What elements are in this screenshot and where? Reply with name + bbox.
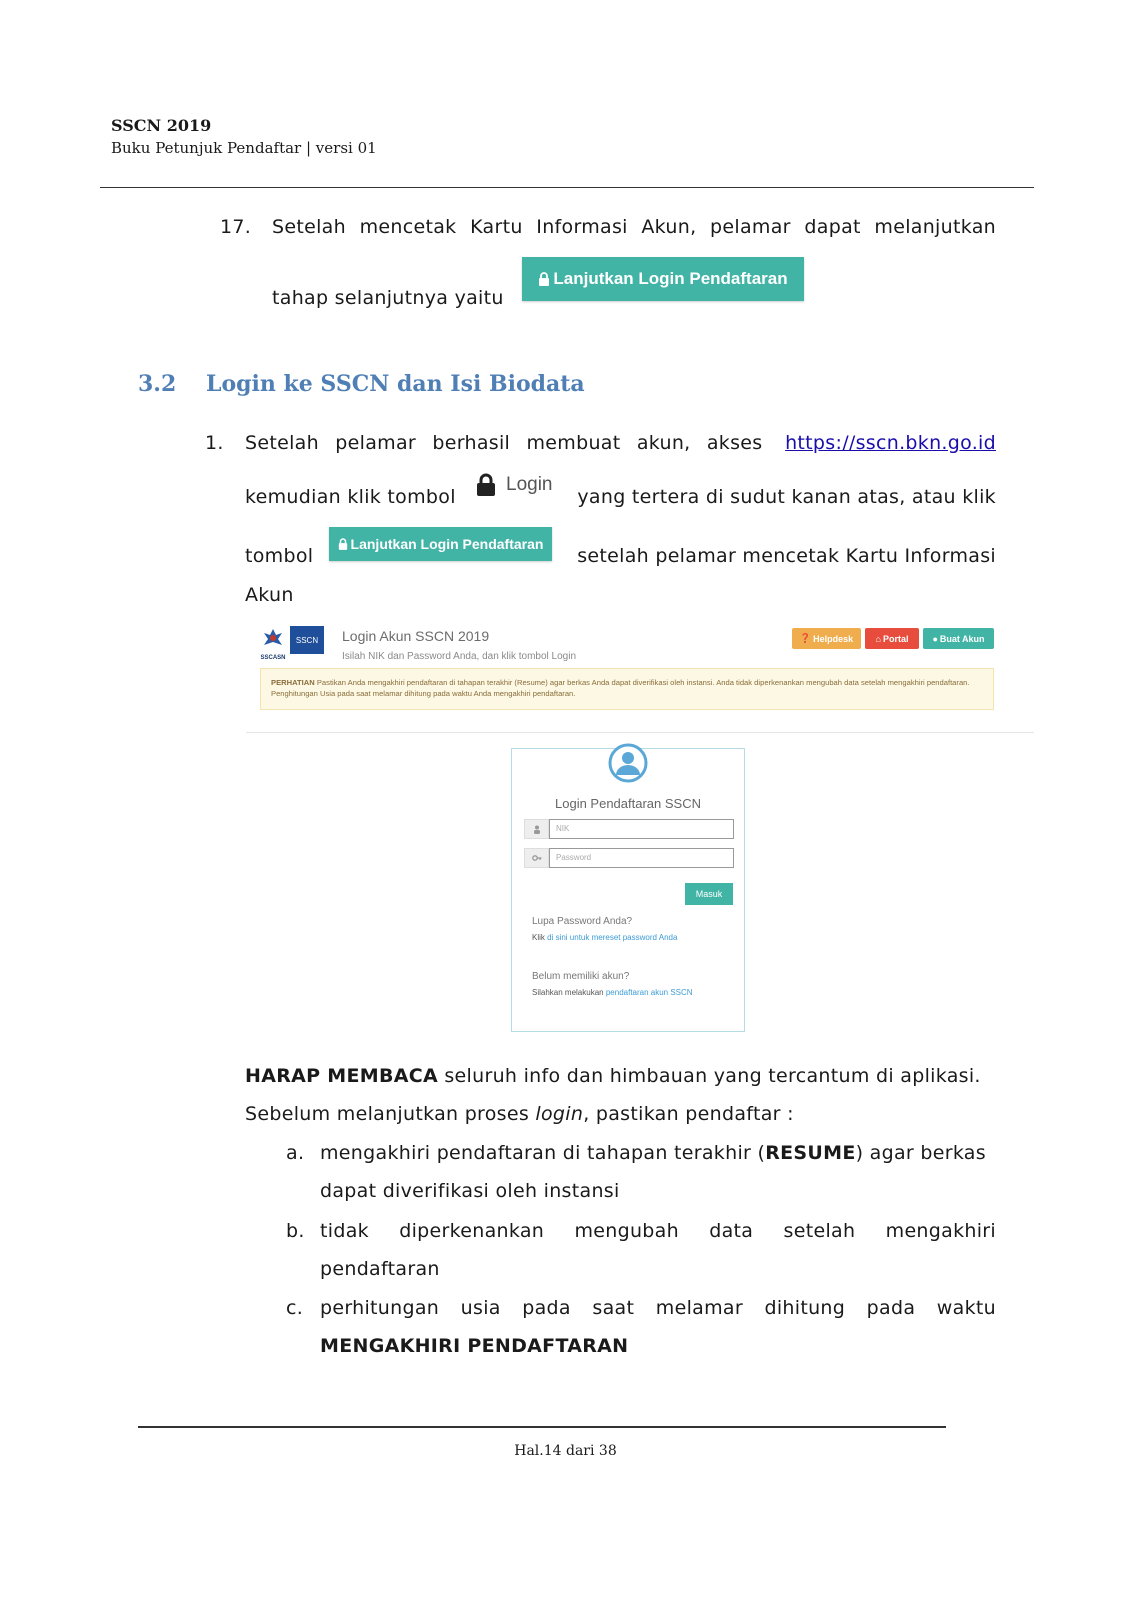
list-item-c-line2: MENGAKHIRI PENDAFTARAN [320,1335,629,1357]
list-marker-b: b. [286,1220,305,1242]
step-1-line4: Akun [245,584,294,606]
no-account-line [532,988,693,997]
document-title: SSCN 2019 [111,116,212,135]
item-a-pre: mengakhiri pendaftaran di tahapan terakhir ( [320,1142,766,1164]
item-a-post: ) agar berkas [855,1142,986,1164]
key-icon [524,848,549,868]
document-subtitle: Buku Petunjuk Pendaftar | versi 01 [111,139,377,157]
step-1-number: 1. [205,432,224,454]
masuk-button[interactable]: Masuk [685,883,733,905]
section-title: Login ke SSCN dan Isi Biodata [206,371,585,397]
list-marker-a: a. [286,1142,305,1164]
list-marker-c: c. [286,1297,304,1319]
step-1-line3-pre: tombol [245,545,314,567]
list-item-a-line1 [320,1142,996,1164]
step-17-line2: tahap selanjutnya yaitu [272,287,504,309]
nik-input[interactable]: NIK [549,819,734,839]
list-item-a-line2: dapat diverifikasi oleh instansi [320,1180,620,1202]
page-number: Hal.14 dari 38 [514,1443,617,1459]
noacc-prefix: Silahkan melakukan [532,988,604,997]
alert-text: Pastikan Anda mengakhiri pendaftaran di tahapan terakhir (Resume) agar berkas Anda dapat diverifikasi oleh instansi. Anda tidak diperkenankan mengubah data setelah mengakhiri pendaftaran. Penghitungan Usia pada saat melamar dihitung pada waktu Anda mengakhiri pendaftaran. [271,678,970,698]
lanjutkan-login-button-2[interactable] [329,527,552,561]
screenshot-subtitle: Isilah NIK dan Password Anda, dan klik tombol Login [342,651,577,662]
lanjutkan-login-label: Lanjutkan Login Pendaftaran [553,269,788,288]
section-heading [138,371,585,397]
password-group [524,848,734,868]
section-number: 3.2 [138,371,177,397]
home-icon: ⌂ [875,633,881,644]
sscasn-logo-text: SSCASN [260,655,286,661]
notes-bold-lead: HARAP MEMBACA [245,1065,439,1087]
user-icon: ● [932,633,938,644]
nik-group [524,819,734,839]
alert-label: PERHATIAN [271,678,315,687]
helpdesk-button[interactable] [792,628,861,649]
sscn-logo [290,626,324,654]
password-input[interactable]: Password [549,848,734,868]
login-button-image[interactable] [476,473,553,497]
login-card-title: Login Pendaftaran SSCN [555,796,701,811]
screenshot-divider [246,732,1034,733]
notes-line2-pre: Sebelum melanjutkan proses [245,1103,530,1125]
lanjutkan-login-label-2: Lanjutkan Login Pendaftaran [350,536,544,552]
no-account-title: Belum memiliki akun? [532,971,630,982]
notes-line2-italic: login [535,1103,584,1125]
item-a-text [320,1142,986,1164]
step-1-line1-text: Setelah pelamar berhasil membuat akun, akses [245,432,763,454]
login-card [511,748,745,1032]
notes-line1 [245,1065,981,1087]
forgot-password-line [532,933,677,942]
register-account-link[interactable]: pendaftaran akun SSCN [605,988,693,997]
notes-line2 [245,1103,794,1125]
question-circle-icon: ❓ [799,633,812,643]
footer-divider [138,1426,946,1428]
lock-icon [538,272,550,286]
attention-alert [260,668,994,710]
step-17-number: 17. [220,216,252,238]
notes-line2-post: , pastikan pendaftar : [583,1103,794,1125]
forgot-password-title: Lupa Password Anda? [532,916,633,927]
login-label: Login [506,474,553,495]
user-icon [524,819,549,839]
buat-akun-label: Buat Akun [939,633,985,644]
user-avatar-icon [608,743,648,783]
lanjutkan-login-button[interactable] [522,257,804,301]
portal-label: Portal [882,633,909,644]
notes-line1-rest: seluruh info dan himbauan yang tercantum di aplikasi. [444,1065,981,1087]
buat-akun-button[interactable] [923,628,994,649]
header-divider [100,187,1034,188]
sscasn-logo [260,627,286,661]
screenshot-title: Login Akun SSCN 2019 [342,628,490,644]
list-item-b-line2: pendaftaran [320,1258,440,1280]
garuda-icon [260,627,286,651]
reset-password-link[interactable]: di sini untuk mereset password Anda [547,933,678,942]
item-a-bold: RESUME [765,1142,856,1164]
list-item-b-line1: tidak diperkenankan mengubah data setelah mengakhiri [320,1220,996,1242]
step-1-line2-post: yang tertera di sudut kanan atas, atau klik [577,486,996,508]
sscn-link[interactable]: https://sscn.bkn.go.id [785,432,996,454]
sscn-logo-text: SSCN [295,635,319,645]
portal-button[interactable] [865,628,919,649]
list-item-c-line1: perhitungan usia pada saat melamar dihitung pada waktu [320,1297,996,1319]
login-screenshot [246,622,1034,1032]
helpdesk-label: Helpdesk [813,633,854,644]
step-1-line1 [245,432,996,454]
step-1-line3-post: setelah pelamar mencetak Kartu Informasi [577,545,996,567]
step-1-line2-pre: kemudian klik tombol [245,486,456,508]
forgot-prefix: Klik [532,933,545,942]
lock-icon [338,538,348,550]
step-17-line1: Setelah mencetak Kartu Informasi Akun, pelamar dapat melanjutkan [272,216,996,238]
lock-icon [476,473,496,497]
